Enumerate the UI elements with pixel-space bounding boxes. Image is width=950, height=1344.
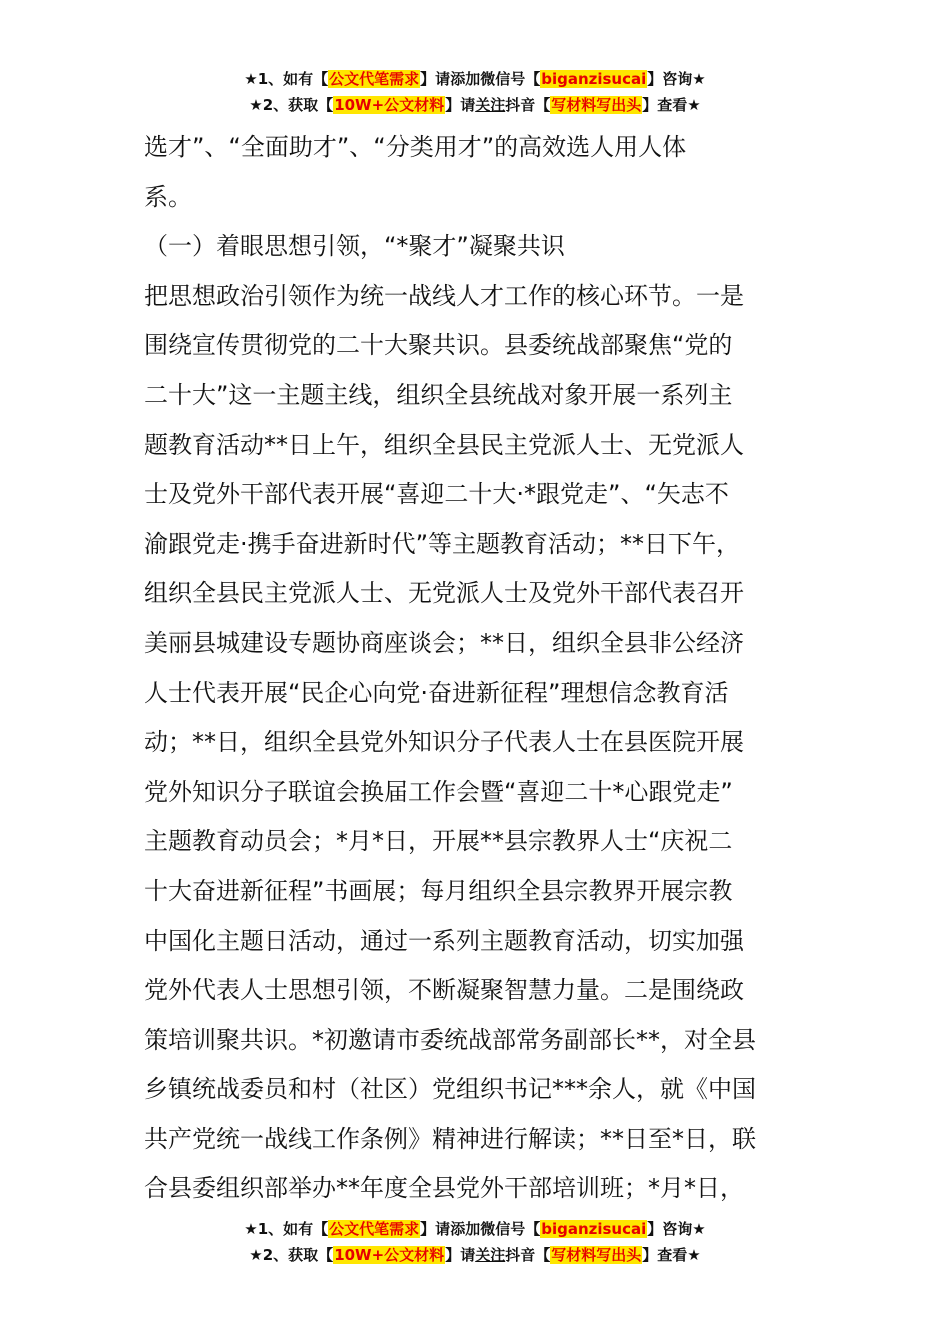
text-line: 党外代表人士思想引领，不断凝聚智慧力量。二是围绕政 — [144, 976, 744, 1005]
highlight-text: 公文代笔需求 — [329, 70, 420, 88]
emphasis-text: 添加 — [450, 70, 481, 88]
text-line: 题教育活动**日上午，组织全县民主党派人士、无党派人 — [144, 430, 744, 459]
text-line: 人士代表开展“民企心向党·奋进新征程”理想信念教育活 — [144, 678, 729, 707]
banner-line-1 — [0, 1216, 950, 1242]
wechat-id: biganzisucai — [541, 70, 647, 88]
highlight-text: 公文代笔需求 — [329, 1220, 420, 1238]
banner-text: 抖音【 — [505, 1246, 551, 1264]
header-banner — [0, 66, 950, 118]
text-line: 策培训聚共识。*初邀请市委统战部常务副部长**，对全县 — [144, 1025, 756, 1054]
banner-text: 】请 — [420, 70, 451, 88]
highlight-text: 10W+公文材料 — [334, 1246, 445, 1264]
text-line: 组织全县民主党派人士、无党派人士及党外干部代表召开 — [144, 579, 744, 608]
banner-text: ★1、如有【 — [244, 70, 329, 88]
footer-banner — [0, 1216, 950, 1268]
banner-text: 】请 — [445, 96, 476, 114]
banner-text: 】请 — [445, 1246, 476, 1264]
banner-text: 】咨询★ — [647, 1220, 706, 1238]
banner-text: 】查看★ — [642, 96, 701, 114]
text-line: 渝跟党走·携手奋进新时代”等主题教育活动；**日下午， — [144, 529, 741, 558]
wechat-id: biganzisucai — [541, 1220, 647, 1238]
banner-text: 抖音【 — [505, 96, 551, 114]
highlight-text: 10W+公文材料 — [334, 96, 445, 114]
banner-line-2 — [0, 1242, 950, 1268]
banner-text: 微信号【 — [480, 70, 541, 88]
emphasis-text: 添加 — [450, 1220, 481, 1238]
text-line: 系。 — [144, 182, 192, 211]
douyin-account: 写材料写出头 — [551, 1246, 642, 1264]
text-line: 围绕宣传贯彻党的二十大聚共识。县委统战部聚焦“党的 — [144, 331, 733, 360]
banner-line-1 — [0, 66, 950, 92]
text-line: 十大奋进新征程”书画展；每月组织全县宗教界开展宗教 — [144, 876, 733, 905]
emphasis-text: 关注 — [475, 96, 506, 114]
section-heading: （一）着眼思想引领，“*聚才”凝聚共识 — [144, 232, 565, 261]
banner-text: 】咨询★ — [647, 70, 706, 88]
banner-text: 】请 — [420, 1220, 451, 1238]
text-line: 二十大”这一主题主线，组织全县统战对象开展一系列主 — [144, 380, 733, 409]
text-line: 选才”、“全面助才”、“分类用才”的高效选人用人体 — [144, 133, 687, 161]
text-line: 美丽县城建设专题协商座谈会；**日，组织全县非公经济 — [144, 628, 744, 657]
emphasis-text: 关注 — [475, 1246, 506, 1264]
banner-text: 】查看★ — [642, 1246, 701, 1264]
banner-text: ★2、获取【 — [249, 96, 334, 114]
text-line: 合县委组织部举办**年度全县党外干部培训班；*月*日， — [144, 1174, 744, 1203]
text-line: 共产党统一战线工作条例》精神进行解读；**日至*日，联 — [144, 1124, 756, 1153]
banner-text: ★1、如有【 — [244, 1220, 329, 1238]
text-line: 主题教育动员会；*月*日，开展**县宗教界人士“庆祝二 — [144, 827, 733, 856]
text-line: 把思想政治引领作为统一战线人才工作的核心环节。一是 — [144, 281, 744, 310]
douyin-account: 写材料写出头 — [551, 96, 642, 114]
text-line: 士及党外干部代表开展“喜迎二十大·*跟党走”、“矢志不 — [144, 480, 729, 509]
banner-line-2 — [0, 92, 950, 118]
document-body — [144, 123, 809, 1214]
text-line: 中国化主题日活动，通过一系列主题教育活动，切实加强 — [144, 926, 744, 955]
text-line: 乡镇统战委员和村（社区）党组织书记***余人，就《中国 — [144, 1075, 756, 1104]
text-line: 动；**日，组织全县党外知识分子代表人士在县医院开展 — [144, 728, 744, 757]
banner-text: ★2、获取【 — [249, 1246, 334, 1264]
banner-text: 微信号【 — [480, 1220, 541, 1238]
text-line: 党外知识分子联谊会换届工作会暨“喜迎二十*心跟党走” — [144, 777, 733, 806]
